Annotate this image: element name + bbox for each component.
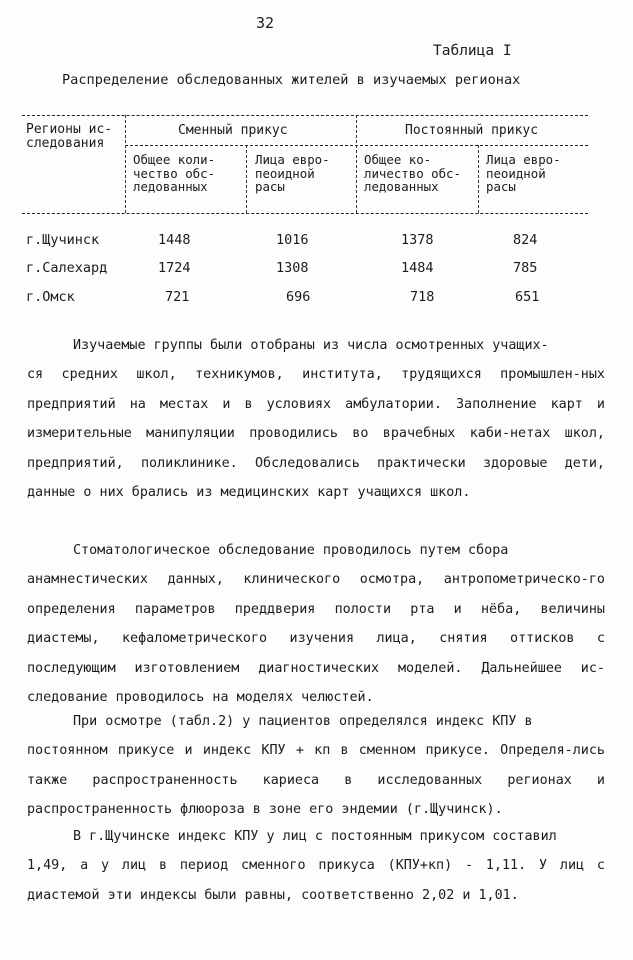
paragraph-1-body: ся средних школ, техникумов, института, трудящихся промышлен-ных предприятий на местах и в условиях амбулатории. Заполнение карт и измерительные манипуляции проводились во врачебных каби-нетах школ, предприятий, поликлинике. Обследовались практически здоровые дети, данные о них брались из медицинских карт учащихся школ. <box>27 367 605 501</box>
paragraph-3 <box>27 707 605 825</box>
table-label: Таблица I <box>433 43 512 59</box>
row-region-1: г.Щучинск <box>26 232 100 248</box>
row-1-perm-total: 1378 <box>401 232 434 248</box>
row-2-perm-total: 1484 <box>401 260 434 276</box>
col-divider-2 <box>246 145 247 213</box>
table-top-rule <box>22 115 588 116</box>
row-2-mixed-total: 1724 <box>158 260 191 276</box>
header-mixed-total: Общее коли- чество обс- ледованных <box>133 152 216 194</box>
row-1-mixed-euro: 1016 <box>276 232 309 248</box>
paragraph-1-first-line: Изучаемые группы были отобраны из числа осмотренных учащих- <box>73 338 549 353</box>
distribution-table <box>0 112 633 322</box>
row-3-perm-total: 718 <box>410 289 435 305</box>
col-divider-4 <box>478 145 479 213</box>
row-3-mixed-total: 721 <box>165 289 190 305</box>
row-1-perm-euro: 824 <box>513 232 538 248</box>
paragraph-2 <box>27 536 605 712</box>
paragraph-1 <box>27 331 605 507</box>
row-region-2: г.Салехард <box>26 260 108 276</box>
row-2-mixed-euro: 1308 <box>276 260 309 276</box>
paragraph-4 <box>27 822 605 910</box>
header-perm-total: Общее ко- личество обс- ледованных <box>364 152 461 194</box>
table-header-bottom-rule <box>22 213 588 214</box>
table-title: Распределение обследованных жителей в изучаемых регионах <box>62 72 521 88</box>
row-region-3: г.Омск <box>26 289 75 305</box>
paragraph-4-body: 1,49, а у лиц в период сменного прикуса (КПУ+кп) - 1,11. У лиц с диастемой эти индексы были равны, соответственно 2,02 и 1,01. <box>27 858 605 903</box>
paragraph-2-first-line: Стоматологическое обследование проводилось путем сбора <box>73 543 509 558</box>
paragraph-3-body: постоянном прикусе и индекс КПУ + кп в сменном прикусе. Определя-лись также распространенность кариеса в исследованных регионах и распространенность флюороза в зоне его эндемии (г.Щучинск). <box>27 743 605 818</box>
row-3-perm-euro: 651 <box>515 289 540 305</box>
header-permanent-bite: Постоянный прикус <box>405 123 539 138</box>
paragraph-2-body: анамнестических данных, клинического осмотра, антропометрическо-го определения параметров преддверия полости рта и нёба, величины диастемы, кефалометрического изучения лица, снятия оттисков с последующим изготовлением диагностических моделей. Дальнейшее ис-следование проводилось на моделях челюстей. <box>27 572 605 706</box>
header-perm-euro: Лица евро- пеоидной расы <box>486 152 561 194</box>
col-divider-3 <box>356 115 357 213</box>
paragraph-3-first-line: При осмотре (табл.2) у пациентов определялся индекс КПУ в <box>73 714 533 729</box>
row-2-perm-euro: 785 <box>513 260 538 276</box>
row-1-mixed-total: 1448 <box>158 232 191 248</box>
header-region: Регионы ис- следования <box>26 122 113 151</box>
paragraph-4-first-line: В г.Щучинске индекс КПУ у лиц с постоянным прикусом составил <box>73 829 557 844</box>
page-number: 32 <box>256 14 275 32</box>
col-divider-1 <box>125 115 126 213</box>
header-mixed-bite: Сменный прикус <box>178 123 288 138</box>
row-3-mixed-euro: 696 <box>286 289 311 305</box>
header-mixed-euro: Лица евро- пеоидной расы <box>255 152 330 194</box>
